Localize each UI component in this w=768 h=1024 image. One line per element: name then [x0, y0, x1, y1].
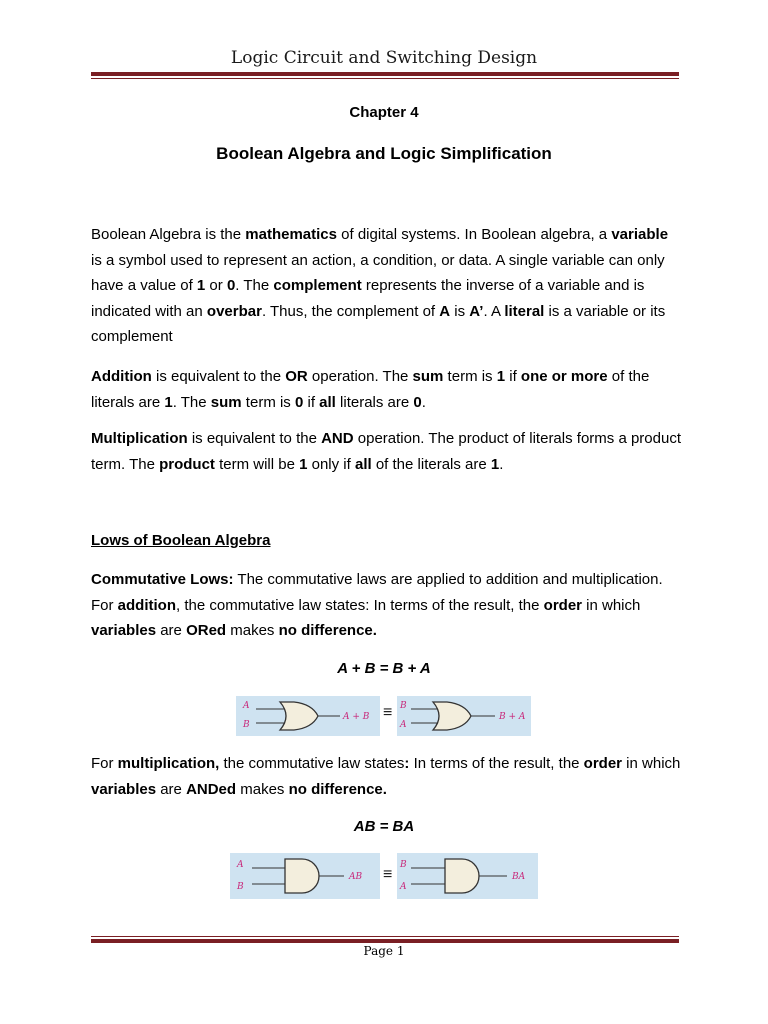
- page-title: Boolean Algebra and Logic Simplification: [216, 144, 552, 163]
- multiplication-paragraph: Multiplication is equivalent to the AND operation. The product of literals forms a product term. The product term will be 1 only if all of the literals are 1.: [91, 430, 681, 473]
- equivalence-symbol: ≡: [383, 704, 393, 721]
- and-right-input-a: A: [400, 882, 407, 892]
- section-heading-laws: Lows of Boolean Algebra: [91, 532, 271, 549]
- and-right-input-b: B: [400, 860, 407, 870]
- header-title: Logic Circuit and Switching Design: [230, 48, 538, 68]
- and-left-output: AB: [349, 872, 363, 882]
- and-left-input-b: B: [237, 882, 244, 892]
- commutative-paragraph: Commutative Lows: The commutative laws are applied to addition and multiplication. For addition, the commutative law states: In terms of the result, the order in which variables are ORed makes no difference.: [91, 571, 663, 639]
- or-gate-symbol: [280, 702, 318, 730]
- equivalence-symbol: ≡: [383, 866, 393, 883]
- and-gate-diagram-right: [397, 853, 538, 899]
- page-number: Page 1: [363, 944, 405, 958]
- formula-or-commutative: A + B = B + A: [337, 660, 431, 677]
- footer-rule: [91, 936, 679, 943]
- and-gate-symbol: [285, 859, 319, 893]
- and-gate-diagram-left: [230, 853, 380, 899]
- or-right-input-a: A: [400, 720, 407, 730]
- or-gate-diagram-right: [397, 696, 531, 736]
- addition-paragraph: Addition is equivalent to the OR operation. The sum term is 1 if one or more of the literals are 1. The sum term is 0 if all literals are 0.: [91, 368, 650, 411]
- or-left-input-b: B: [243, 720, 250, 730]
- or-left-output: A + B: [343, 712, 370, 722]
- or-gate-diagram-left: [236, 696, 380, 736]
- and-right-output: BA: [512, 872, 526, 882]
- header-rule: [91, 72, 679, 79]
- or-right-input-b: B: [400, 701, 407, 711]
- multiplication-law-paragraph: For multiplication, the commutative law states: In terms of the result, the order in which variables are ANDed makes no difference.: [91, 755, 681, 798]
- or-left-input-a: A: [243, 701, 250, 711]
- formula-and-commutative: AB = BA: [353, 818, 415, 835]
- chapter-label: Chapter 4: [349, 104, 419, 121]
- and-gate-symbol: [445, 859, 479, 893]
- and-left-input-a: A: [237, 860, 244, 870]
- or-gate-symbol: [433, 702, 471, 730]
- intro-paragraph: Boolean Algebra is the mathematics of digital systems. In Boolean algebra, a variable is a symbol used to represent an action, a condition, or data. A single variable can only have a value of 1 or 0. The complement represents the inverse of a variable and is indicated with an overbar. Thus, the complement of A is A’. A literal is a variable or its complement: [91, 226, 669, 345]
- or-right-output: B + A: [499, 712, 526, 722]
